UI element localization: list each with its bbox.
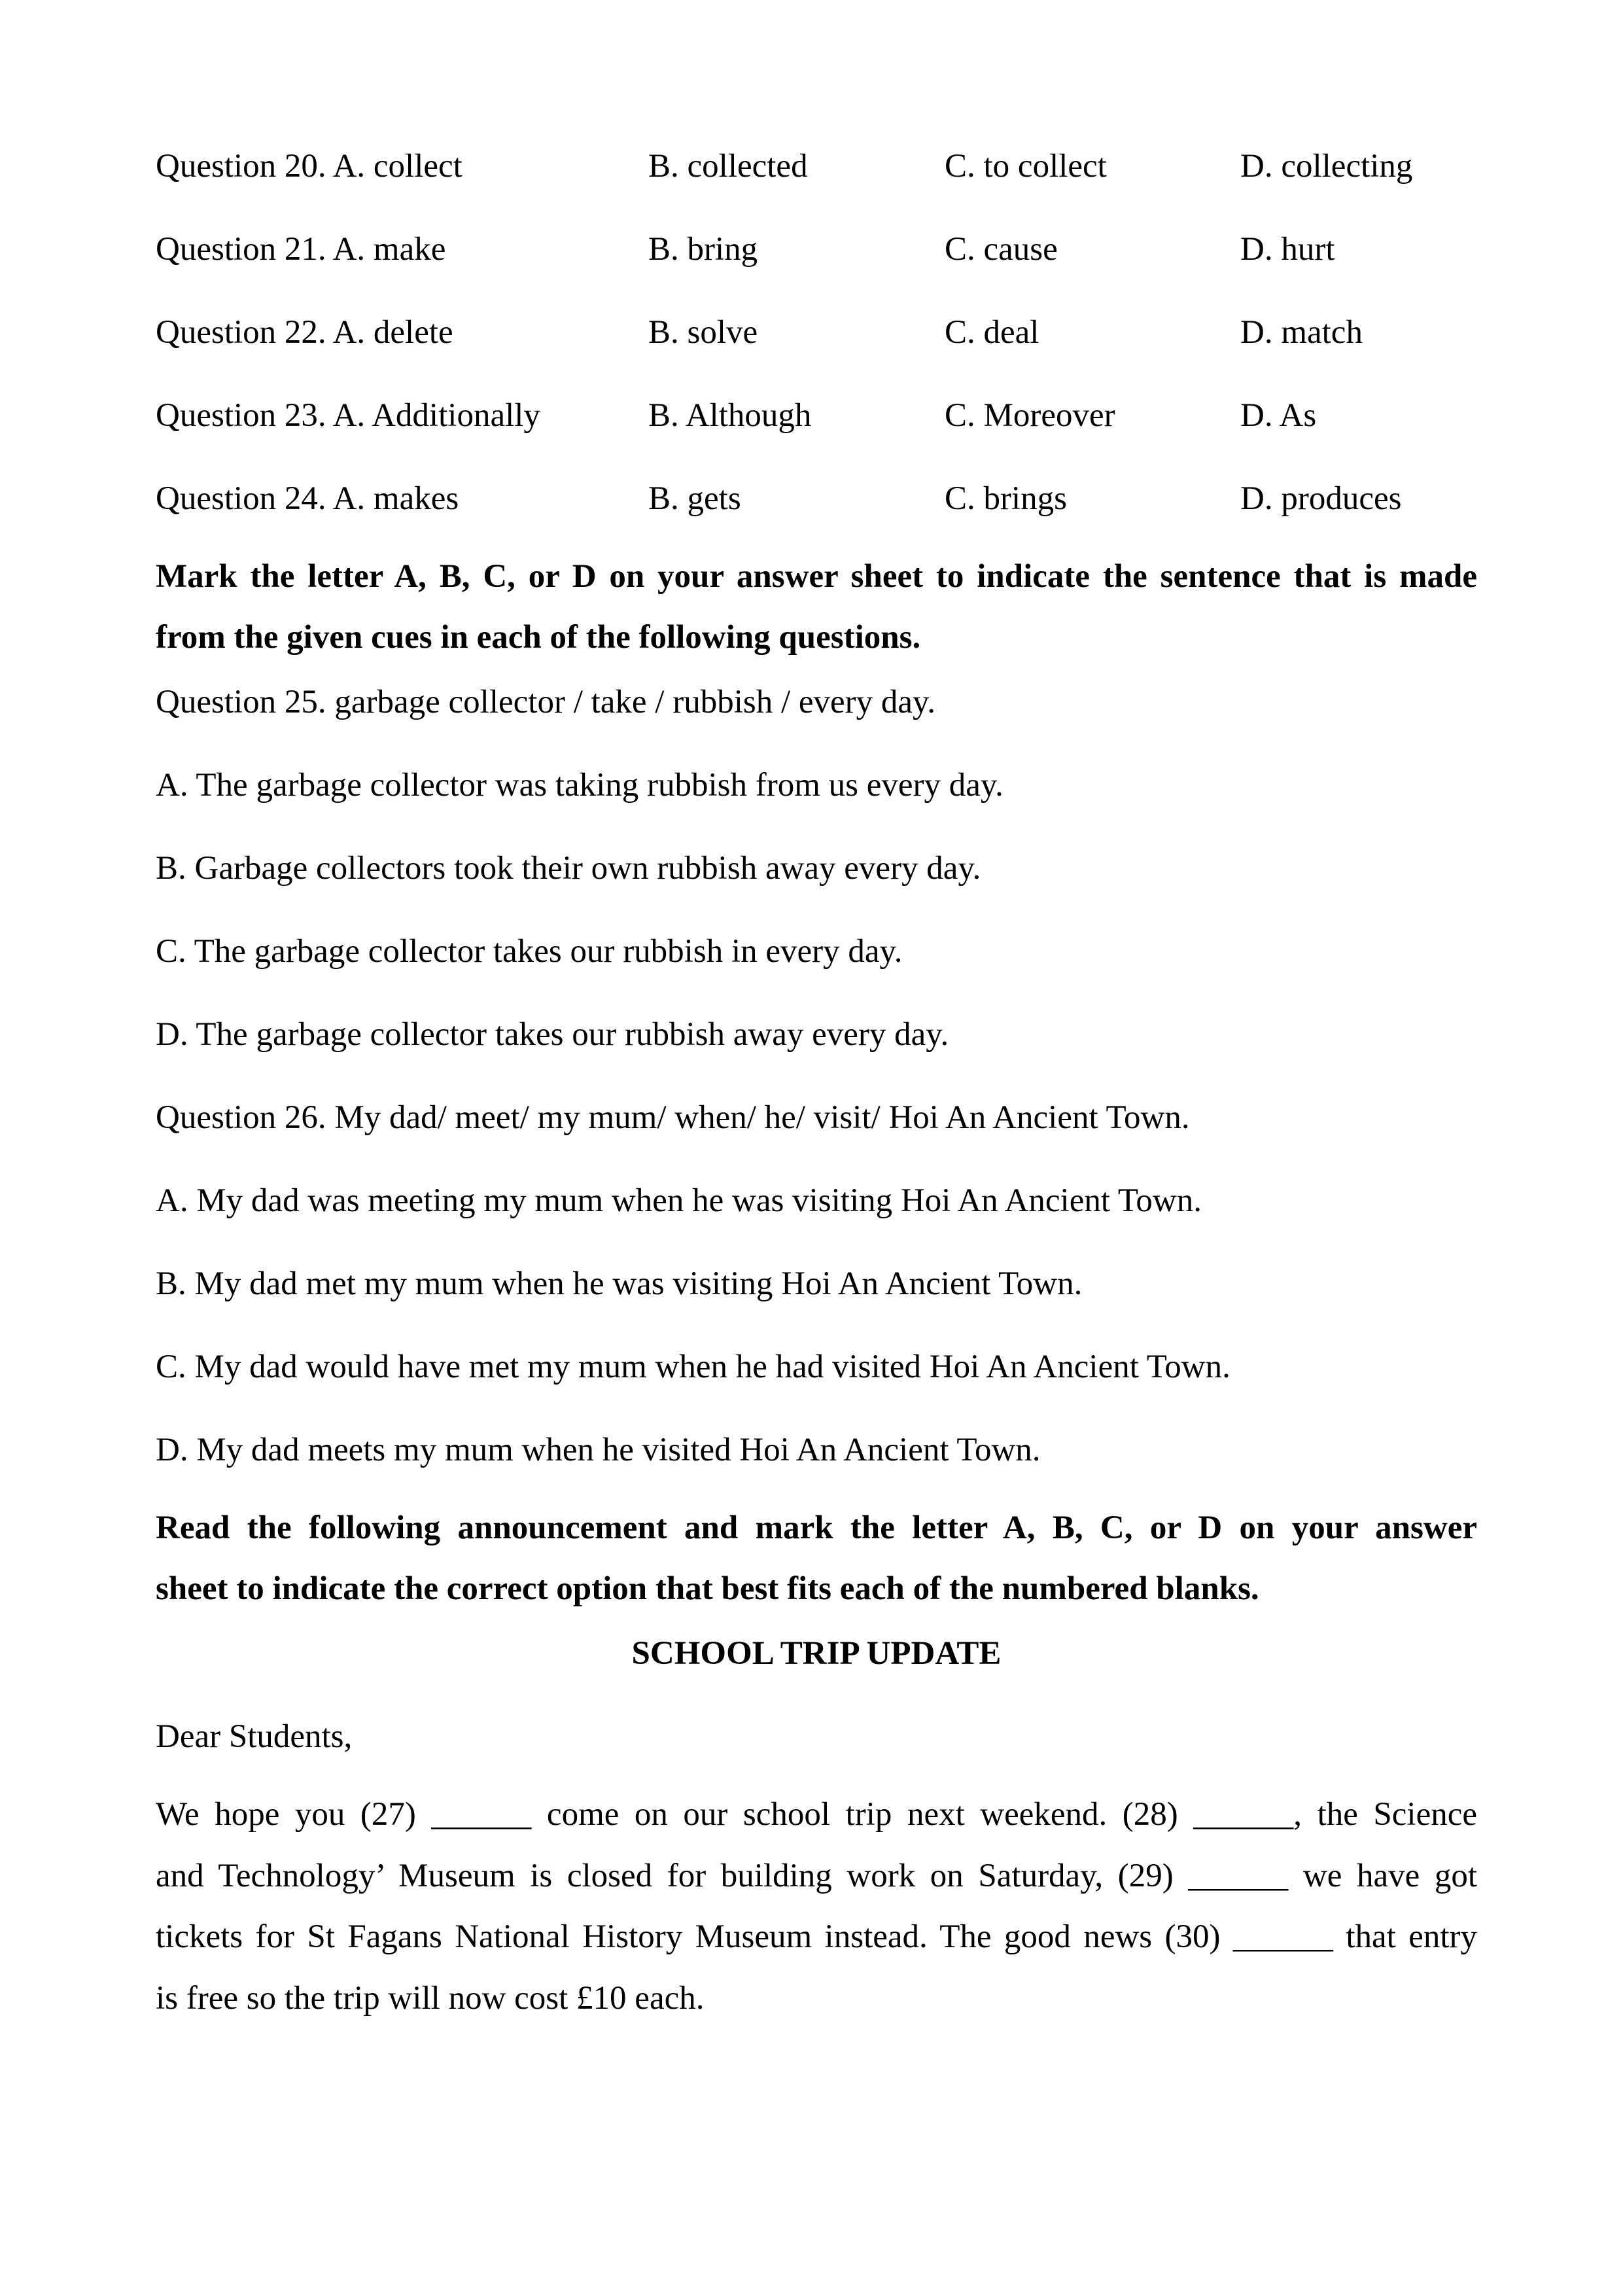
announcement-body: [156, 1784, 1477, 2029]
option-b: B. Although: [648, 397, 812, 434]
option-a: Question 21. A. make: [156, 231, 446, 268]
instruction-line: Read the following announcement and mark the letter A, B, C, or D on your answer: [156, 1510, 1477, 1546]
instruction-line: Mark the letter A, B, C, or D on your answer sheet to indicate the sentence that is made: [156, 558, 1477, 595]
announcement-line: and Technology’ Museum is closed for building work on Saturday, (29) ______ we have got: [156, 1857, 1477, 1894]
question-21-row: [156, 230, 1477, 313]
question-25-option-b: B. Garbage collectors took their own rubbish away every day.: [156, 850, 981, 887]
question-26-option-d: D. My dad meets my mum when he visited Hoi An Ancient Town.: [156, 1432, 1041, 1468]
option-a: Question 23. A. Additionally: [156, 397, 540, 434]
worksheet-page: [156, 147, 1477, 2029]
option-b: B. bring: [648, 231, 758, 268]
option-c: C. brings: [945, 480, 1068, 517]
option-b: B. solve: [648, 314, 758, 351]
instruction-sentence-building: [156, 546, 1477, 668]
option-c: C. to collect: [945, 148, 1107, 185]
option-c: C. Moreover: [945, 397, 1115, 434]
question-25-option-d: D. The garbage collector takes our rubbish away every day.: [156, 1016, 949, 1053]
announcement-line: We hope you (27) ______ come on our school trip next weekend. (28) ______, the Science: [156, 1796, 1477, 1833]
option-d: D. hurt: [1240, 231, 1335, 268]
option-d: D. As: [1240, 397, 1317, 434]
question-24-row: [156, 479, 1477, 562]
option-d: D. match: [1240, 314, 1363, 351]
question-20-row: [156, 147, 1477, 230]
option-d: D. produces: [1240, 480, 1402, 517]
announcement-greeting: Dear Students,: [156, 1718, 353, 1755]
mcq-options-block: [156, 147, 1477, 562]
question-26-prompt: Question 26. My dad/ meet/ my mum/ when/ he/ visit/ Hoi An Ancient Town.: [156, 1099, 1190, 1136]
option-c: C. deal: [945, 314, 1039, 351]
instruction-reading: [156, 1498, 1477, 1619]
announcement-title: SCHOOL TRIP UPDATE: [631, 1635, 1002, 1672]
question-26-option-b: B. My dad met my mum when he was visiting Hoi An Ancient Town.: [156, 1265, 1083, 1302]
question-26: [156, 1098, 1477, 1513]
question-25: [156, 682, 1477, 1098]
option-a: Question 20. A. collect: [156, 148, 462, 185]
option-c: C. cause: [945, 231, 1058, 268]
question-25-prompt: Question 25. garbage collector / take / rubbish / every day.: [156, 684, 935, 720]
question-25-option-a: A. The garbage collector was taking rubbish from us every day.: [156, 767, 1003, 804]
question-22-row: [156, 313, 1477, 396]
announcement-line: is free so the trip will now cost £10 each.: [156, 1979, 705, 2017]
question-26-option-a: A. My dad was meeting my mum when he was visiting Hoi An Ancient Town.: [156, 1182, 1202, 1219]
announcement-line: tickets for St Fagans National History Museum instead. The good news (30) ______ that entry: [156, 1918, 1477, 1955]
instruction-line: sheet to indicate the correct option that best fits each of the numbered blanks.: [156, 1570, 1259, 1607]
option-a: Question 22. A. delete: [156, 314, 453, 351]
option-b: B. gets: [648, 480, 741, 517]
option-d: D. collecting: [1240, 148, 1413, 185]
question-26-option-c: C. My dad would have met my mum when he had visited Hoi An Ancient Town.: [156, 1349, 1230, 1385]
option-a: Question 24. A. makes: [156, 480, 459, 517]
option-b: B. collected: [648, 148, 808, 185]
question-23-row: [156, 396, 1477, 479]
instruction-line: from the given cues in each of the following questions.: [156, 619, 921, 656]
question-25-option-c: C. The garbage collector takes our rubbish in every day.: [156, 933, 903, 970]
